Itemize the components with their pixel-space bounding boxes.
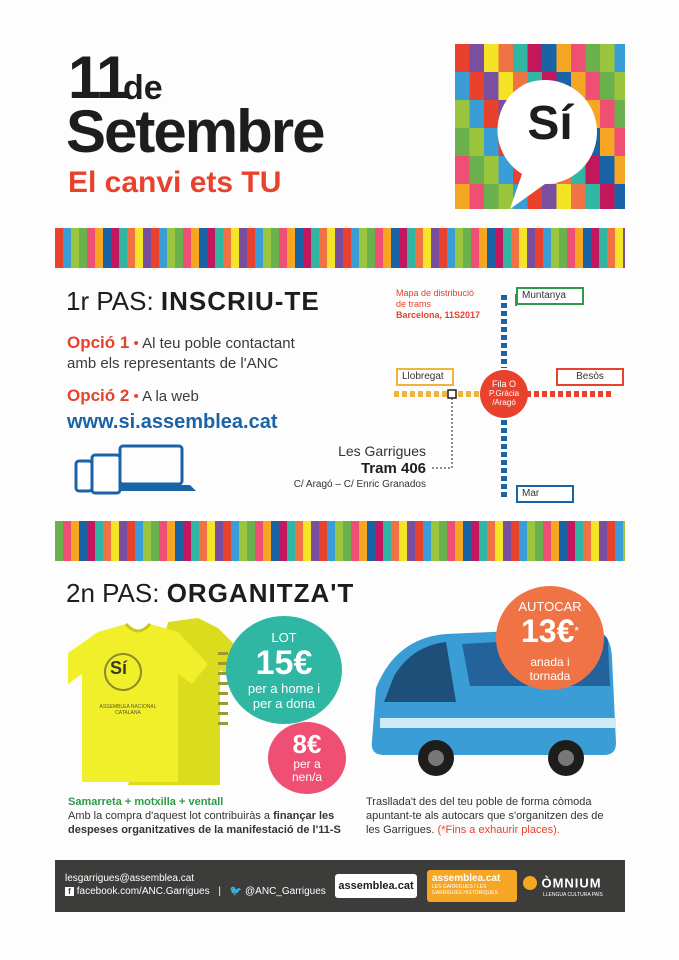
footer-email[interactable]: lesgarrigues@assemblea.cat: [65, 873, 195, 884]
route-map: [392, 290, 622, 510]
footer-twitter[interactable]: @ANC_Garrigues: [245, 886, 326, 897]
facebook-icon: f: [65, 887, 74, 896]
bus-asterisk: *: [574, 624, 580, 638]
shirt-logo: Sí: [110, 658, 128, 678]
map-caption-line2: de trams: [396, 299, 432, 309]
region-name: Les Garrigues: [338, 443, 426, 459]
option2: Opció 2 • A la web: [67, 386, 199, 405]
kid-line1: per a: [293, 757, 321, 771]
mosaic-logo: [455, 44, 625, 209]
bus-description: [366, 795, 626, 837]
kit-line1-a: Amb la compra d'aquest lot contribuiràs a: [68, 810, 274, 822]
bus-desc3: les Garrigues.: [366, 824, 438, 836]
kid-bubble: [268, 722, 346, 794]
logo-text: Sí: [527, 97, 573, 150]
bus-line1: anada i: [530, 655, 570, 669]
tram-streets: C/ Aragó – C/ Enric Granados: [293, 479, 426, 490]
kid-line2: nen/a: [291, 770, 323, 784]
option2-text: A la web: [142, 388, 199, 405]
footer-facebook[interactable]: facebook.com/ANC.Garrigues: [76, 886, 210, 897]
orange-badge-sub1: LES GARRIGUES I LES: [432, 884, 487, 890]
map-caption-line1: Mapa de distribució: [396, 288, 475, 298]
lot-label: LOT: [271, 630, 297, 645]
option2-label: Opció 2: [67, 386, 130, 405]
footer-social: [65, 885, 326, 898]
lot-bubble: [226, 616, 342, 724]
twitter-icon: 🐦: [229, 886, 243, 897]
lot-line1: per a home i: [247, 681, 321, 696]
step2-heading: [66, 578, 354, 608]
center-line3: /Aragó: [492, 398, 516, 407]
bus-note: (*Fins a exhaurir places).: [437, 824, 560, 836]
day-connector: de: [123, 69, 163, 107]
website-link[interactable]: www.si.assemblea.cat: [67, 411, 278, 433]
tram-number: Tram 406: [360, 460, 426, 477]
day-number: 11: [68, 44, 128, 111]
footer-contacts: [65, 872, 326, 898]
orange-badge-sub2: GARRIGUES HISTÒRIQUES: [432, 890, 498, 896]
bus-desc3-row: [366, 823, 626, 837]
omnium-logo[interactable]: [523, 874, 603, 898]
color-stripe-top: [55, 228, 625, 268]
option1-line1: Al teu poble contactant: [142, 335, 295, 352]
bus-desc1: Trasllada't des del teu poble de forma còmoda: [366, 796, 592, 808]
devices-icon: [72, 443, 197, 503]
center-line1: Fila O: [491, 379, 516, 389]
kit-description: [68, 795, 368, 837]
assemblea-badge[interactable]: assemblea.cat: [335, 874, 417, 898]
orange-badge-main: assemblea.cat: [432, 873, 501, 884]
slogan: El canvi ets TU: [68, 166, 282, 199]
bus-line2: tornada: [529, 669, 571, 683]
omnium-icon: [523, 876, 537, 890]
step2-prefix: 2n PAS:: [66, 578, 167, 608]
month-title: Setembre: [66, 98, 324, 165]
omnium-sub: LLENGUA CULTURA PAÍS: [543, 892, 603, 898]
footer: [55, 860, 625, 912]
kit-line1-b: finançar les: [273, 810, 335, 822]
bus-price: 13€: [520, 613, 575, 649]
map-south-label: Mar: [516, 485, 574, 503]
map-east-label: Besòs: [556, 368, 624, 386]
omnium-text: ÒMNIUM: [541, 875, 602, 891]
bus-price-row: [496, 614, 604, 655]
bus-price-bubble: [496, 586, 604, 690]
kid-price: 8€: [292, 729, 322, 759]
step1-title: INSCRIU-TE: [160, 286, 320, 316]
step2-title: ORGANITZA'T: [166, 578, 355, 608]
lot-line2: per a dona: [252, 696, 316, 711]
bus-label: AUTOCAR: [518, 599, 582, 614]
option1: Opció 1 • Al teu poble contactant amb els representants de l'ANC: [67, 333, 295, 372]
tram-info: [286, 442, 426, 492]
lot-price: 15€: [255, 644, 313, 682]
orange-badge[interactable]: [427, 870, 517, 902]
kit-title: Samarreta + motxilla + ventall: [68, 796, 224, 808]
footer-separator: |: [218, 886, 222, 897]
center-line2: P.Gràcia: [488, 389, 520, 398]
option1-line2: amb els representants de l'ANC: [67, 355, 279, 372]
map-west-label: Llobregat: [396, 368, 454, 386]
step1-heading: [66, 286, 320, 316]
color-stripe-middle: [55, 521, 625, 561]
bus-desc2: apuntant-te als autocars que s'organitzen des de: [366, 810, 604, 822]
kit-line2: despeses organitzatives de la manifestació de l'11-S: [68, 824, 341, 836]
shirt-brand: ASSEMBLEA NACIONAL CATALANA: [99, 704, 157, 716]
kit-line1: [68, 809, 368, 823]
map-center-label: [483, 380, 525, 407]
step1-prefix: 1r PAS:: [66, 286, 161, 316]
map-north-label: Muntanya: [516, 287, 584, 305]
option1-label: Opció 1: [67, 333, 130, 352]
map-caption-line3: Barcelona, 11S2017: [396, 310, 481, 320]
